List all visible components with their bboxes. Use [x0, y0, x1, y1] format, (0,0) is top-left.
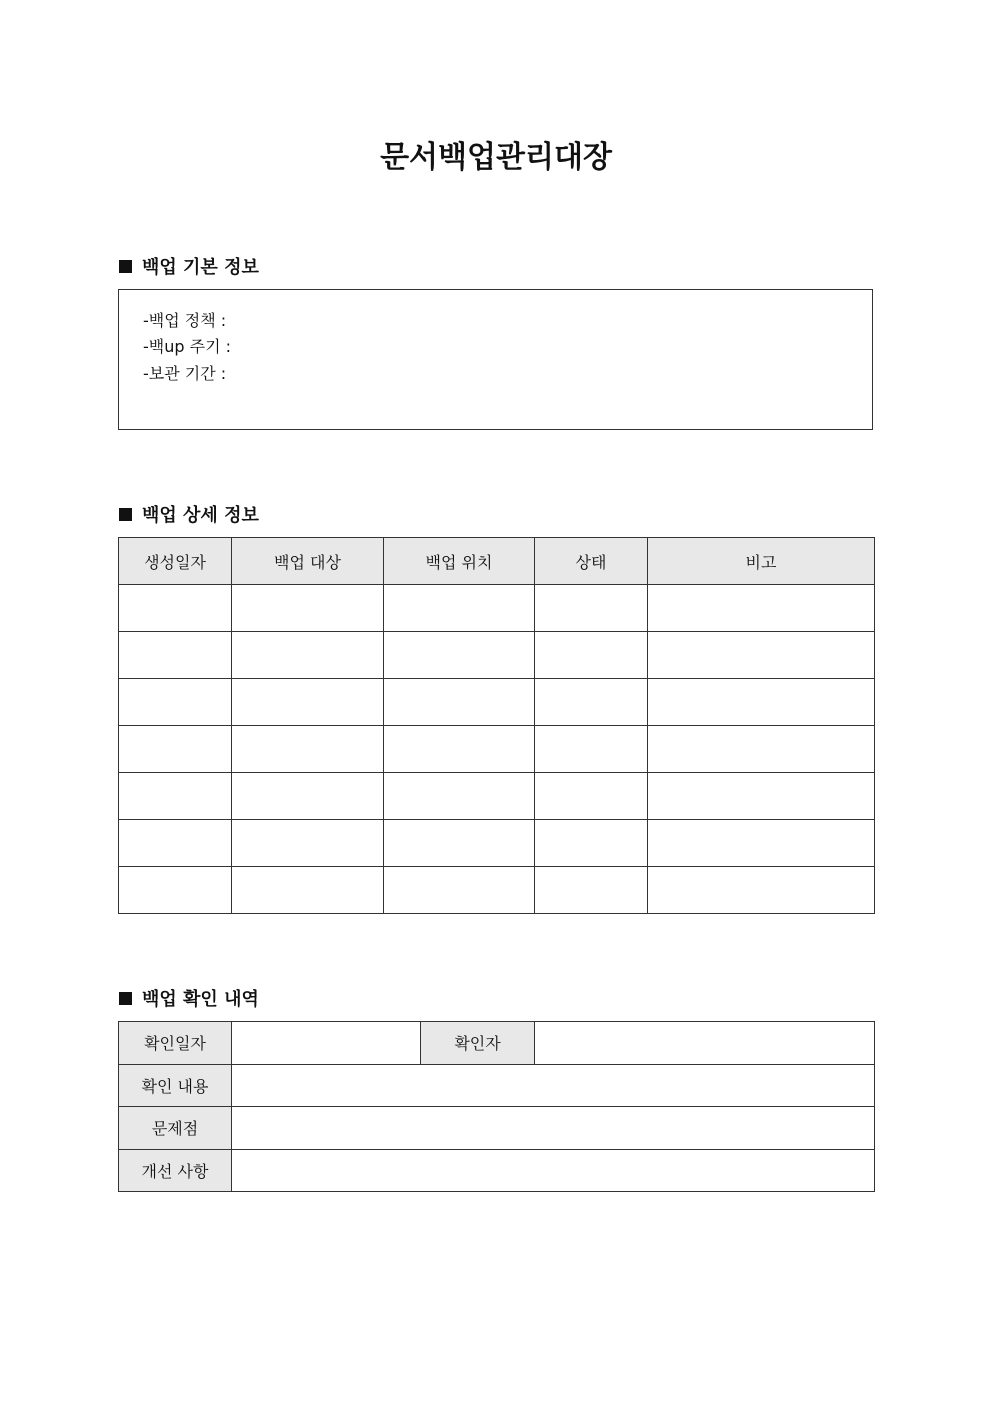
document-title: 문서백업관리대장	[380, 140, 612, 175]
square-bullet-icon	[119, 992, 132, 1005]
backup-cycle-line: -백up 주기 :	[143, 337, 232, 356]
column-header-status: 상태	[535, 538, 648, 585]
table-cell[interactable]	[119, 585, 232, 632]
improvement-label: 개선 사항	[119, 1149, 232, 1192]
confirm-date-field[interactable]	[232, 1022, 421, 1065]
table-cell[interactable]	[384, 632, 535, 679]
table-cell[interactable]	[232, 632, 384, 679]
table-cell[interactable]	[648, 585, 875, 632]
table-row	[119, 726, 875, 773]
square-bullet-icon	[119, 508, 132, 521]
table-cell[interactable]	[384, 820, 535, 867]
confirm-row-content	[119, 1064, 875, 1107]
retention-period-line: -보관 기간 :	[143, 364, 227, 383]
column-header-backup-location: 백업 위치	[384, 538, 535, 585]
column-header-remarks: 비고	[648, 538, 875, 585]
table-cell[interactable]	[384, 867, 535, 914]
issue-field[interactable]	[232, 1107, 875, 1150]
confirm-row-issue	[119, 1107, 875, 1150]
table-cell[interactable]	[232, 820, 384, 867]
column-header-backup-target: 백업 대상	[232, 538, 384, 585]
table-cell[interactable]	[384, 585, 535, 632]
table-cell[interactable]	[232, 773, 384, 820]
detail-info-heading	[119, 501, 259, 527]
backup-policy-line: -백업 정책 :	[143, 311, 227, 330]
backup-detail-table	[118, 537, 875, 914]
table-cell[interactable]	[119, 867, 232, 914]
table-row	[119, 867, 875, 914]
table-cell[interactable]	[648, 679, 875, 726]
table-cell[interactable]	[648, 632, 875, 679]
table-row	[119, 820, 875, 867]
table-cell[interactable]	[535, 867, 648, 914]
table-row	[119, 632, 875, 679]
table-cell[interactable]	[232, 867, 384, 914]
confirm-heading-text: 백업 확인 내역	[142, 989, 259, 1010]
table-header-row	[119, 538, 875, 585]
table-cell[interactable]	[119, 679, 232, 726]
table-cell[interactable]	[119, 726, 232, 773]
confirm-row-date	[119, 1022, 875, 1065]
confirm-content-label: 확인 내용	[119, 1064, 232, 1107]
basic-info-heading	[119, 253, 259, 279]
detail-info-heading-text: 백업 상세 정보	[142, 505, 259, 526]
table-cell[interactable]	[119, 632, 232, 679]
confirm-content-field[interactable]	[232, 1064, 875, 1107]
basic-info-box	[118, 289, 873, 430]
table-cell[interactable]	[384, 773, 535, 820]
confirm-row-improvement	[119, 1149, 875, 1192]
checker-label: 확인자	[421, 1022, 535, 1065]
improvement-field[interactable]	[232, 1149, 875, 1192]
table-cell[interactable]	[648, 726, 875, 773]
table-cell[interactable]	[535, 679, 648, 726]
table-cell[interactable]	[119, 773, 232, 820]
table-cell[interactable]	[535, 726, 648, 773]
table-cell[interactable]	[535, 632, 648, 679]
table-cell[interactable]	[648, 867, 875, 914]
checker-field[interactable]	[535, 1022, 875, 1065]
confirm-heading	[119, 985, 259, 1011]
table-row	[119, 585, 875, 632]
basic-info-heading-text: 백업 기본 정보	[142, 257, 259, 278]
table-row	[119, 679, 875, 726]
table-cell[interactable]	[535, 820, 648, 867]
backup-confirm-table	[118, 1021, 875, 1192]
table-cell[interactable]	[535, 585, 648, 632]
table-cell[interactable]	[648, 773, 875, 820]
table-cell[interactable]	[535, 773, 648, 820]
table-cell[interactable]	[232, 585, 384, 632]
table-row	[119, 773, 875, 820]
issue-label: 문제점	[119, 1107, 232, 1150]
confirm-date-label: 확인일자	[119, 1022, 232, 1065]
table-cell[interactable]	[232, 679, 384, 726]
table-cell[interactable]	[648, 820, 875, 867]
table-cell[interactable]	[384, 679, 535, 726]
column-header-created-date: 생성일자	[119, 538, 232, 585]
table-cell[interactable]	[119, 820, 232, 867]
table-cell[interactable]	[232, 726, 384, 773]
square-bullet-icon	[119, 260, 132, 273]
table-cell[interactable]	[384, 726, 535, 773]
